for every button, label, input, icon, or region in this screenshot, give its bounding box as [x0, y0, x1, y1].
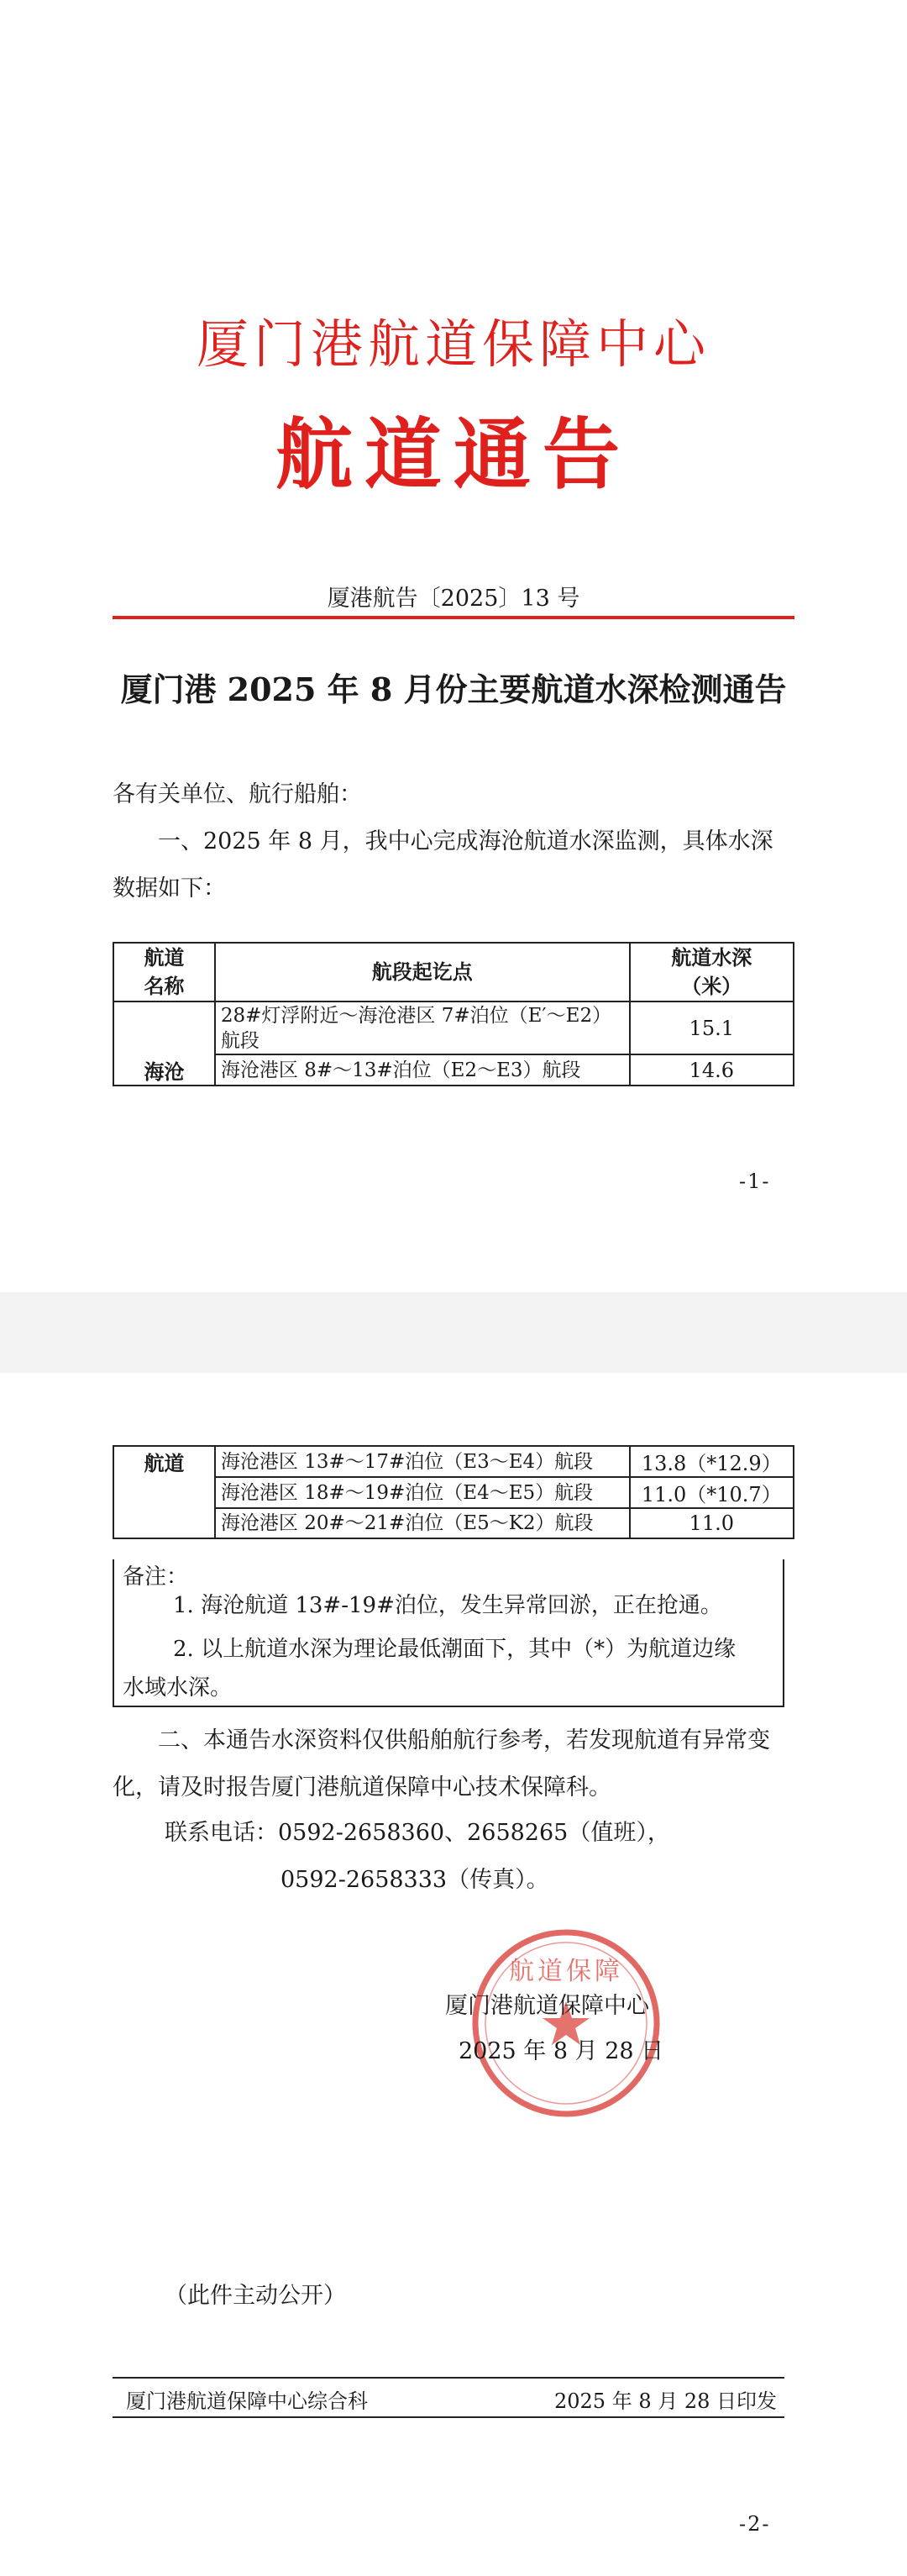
contact-phone: 联系电话：0592-2658360、2658265（值班）， — [165, 1820, 670, 1846]
segment-cell: 海沧港区 18#～19#泊位（E4～E5）航段 — [215, 1477, 630, 1508]
page-number-1: -1- — [739, 1170, 771, 1193]
remark-2-line-1: 2. 以上航道水深为理论最低潮面下，其中（*）为航道边缘 — [173, 1637, 737, 1662]
document-number: 厦港航告〔2025〕13 号 — [327, 586, 580, 612]
depth-cell: 11.0 — [630, 1508, 794, 1538]
depth-cell: 14.6 — [630, 1054, 794, 1086]
table-header-row — [113, 943, 794, 1001]
page-break — [0, 1292, 907, 1373]
header-channel-name-text: 航道 名称 — [144, 945, 185, 998]
page-number-2: -2- — [739, 2512, 771, 2536]
depth-table-part-1 — [113, 942, 794, 1086]
remark-2-line-2: 水域水深。 — [123, 1675, 233, 1701]
red-divider — [113, 616, 794, 619]
footer-rule-bottom — [113, 2416, 784, 2418]
table-row — [113, 1001, 794, 1054]
table-row — [113, 1477, 794, 1508]
issuer-signature: 厦门港航道保障中心 — [445, 1993, 649, 2019]
depth-table-part-2 — [113, 1445, 794, 1539]
segment-cell: 海沧港区 20#～21#泊位（E5～K2）航段 — [215, 1508, 630, 1538]
table-row — [113, 1054, 794, 1086]
public-disclosure-note: （此件主动公开） — [165, 2283, 346, 2309]
footer-print-date: 2025 年 8 月 28 日印发 — [554, 2389, 778, 2413]
table-row — [113, 1446, 794, 1477]
agency-name: 厦门港航道保障中心 — [196, 313, 710, 375]
footer-office: 厦门港航道保障中心综合科 — [126, 2389, 368, 2413]
svg-text:航道保障: 航道保障 — [509, 1957, 623, 1986]
depth-cell: 15.1 — [630, 1001, 794, 1054]
official-seal — [467, 1924, 665, 2122]
paragraph-2: 二、本通告水深资料仅供船舶航行参考，若发现航道有异常变化，请及时报告厦门港航道保障中心技术保障科。 — [113, 1727, 770, 1801]
channel-name-part-1: 海沧 — [113, 1001, 215, 1086]
remarks-label: 备注： — [123, 1564, 189, 1590]
notice-type-heading: 航道通告 — [275, 409, 632, 500]
issue-date: 2025 年 8 月 28 日 — [459, 2038, 664, 2064]
header-channel-name — [113, 943, 215, 1001]
depth-cell: 13.8（*12.9） — [630, 1446, 794, 1477]
contact-fax: 0592-2658333（传真）。 — [280, 1867, 549, 1893]
footer-rule-top — [113, 2377, 784, 2379]
header-depth-text: 航道水深 （米） — [671, 945, 752, 998]
greeting: 各有关单位、航行船舶： — [113, 781, 362, 807]
depth-cell: 11.0（*10.7） — [630, 1477, 794, 1508]
remarks-box — [113, 1559, 784, 1707]
segment-cell: 海沧港区 8#～13#泊位（E2～E3）航段 — [215, 1054, 630, 1086]
header-depth — [630, 943, 794, 1001]
notice-title: 厦门港 2025 年 8 月份主要航道水深检测通告 — [120, 670, 787, 708]
channel-name-part-2: 航道 — [113, 1446, 215, 1538]
paragraph-1: 一、2025 年 8 月，我中心完成海沧航道水深监测，具体水深数据如下： — [113, 828, 773, 902]
header-segment: 航段起讫点 — [215, 943, 630, 1001]
remark-1: 1. 海沧航道 13#-19#泊位，发生异常回淤，正在抢通。 — [173, 1593, 722, 1618]
table-row — [113, 1508, 794, 1538]
segment-cell: 28#灯浮附近～海沧港区 7#泊位（E′～E2）航段 — [215, 1001, 630, 1054]
segment-cell: 海沧港区 13#～17#泊位（E3～E4）航段 — [215, 1446, 630, 1477]
